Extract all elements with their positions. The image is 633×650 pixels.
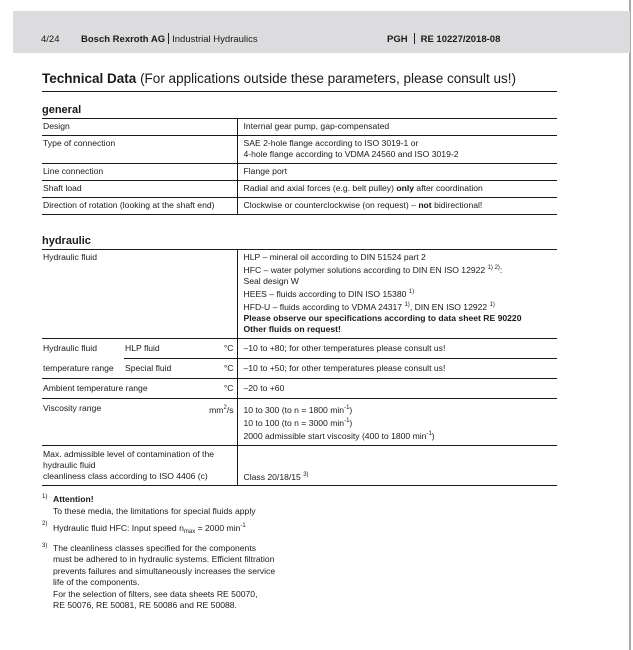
header-separator — [414, 33, 415, 44]
footnote-line: must be adhered to in hydraulic systems. Efficient filtration — [53, 554, 275, 564]
general-table — [42, 118, 557, 215]
value-text: HEES – fluids according to DIN ISO 15380 — [243, 289, 409, 299]
value-text: 10 to 300 (to n = 1800 min — [243, 405, 345, 415]
table-row-ambient — [42, 379, 557, 399]
row-value — [237, 198, 557, 215]
footnote-line: life of the components. — [53, 577, 140, 587]
value-line: SAE 2-hole flange according to ISO 3019-1 or — [243, 138, 419, 148]
value-text: , DIN EN ISO 12922 — [409, 302, 490, 312]
value-text: ) — [349, 418, 353, 428]
table-row — [42, 164, 557, 181]
value-line: 4-hole flange according to VDMA 24560 and ISO 3019-2 — [243, 149, 459, 159]
row-value — [237, 250, 557, 339]
value-line — [244, 429, 555, 442]
footnote-line: To these media, the limitations for special fluids apply — [53, 505, 256, 516]
table-row-temp-hlp — [42, 339, 557, 359]
row-label: Line connection — [42, 164, 237, 181]
footnote-3 — [42, 543, 342, 612]
value-sup: -1 — [344, 418, 350, 424]
value-line-bold: Other fluids on request! — [243, 324, 341, 334]
value-line: HLP – mineral oil according to DIN 51524 part 2 — [243, 252, 426, 262]
table-row-temp-special — [42, 359, 557, 379]
footnote-heading: Attention! — [53, 494, 94, 504]
row-label: Design — [42, 119, 237, 136]
value-text: : — [499, 265, 503, 275]
division-label: Industrial Hydraulics — [172, 34, 258, 45]
row-value — [237, 136, 557, 164]
page-header — [13, 11, 630, 53]
value-emphasis: not — [418, 200, 432, 210]
label-line: hydraulic fluid — [43, 460, 96, 470]
value-line — [244, 263, 555, 276]
table-row — [42, 119, 557, 136]
unit: °C — [207, 359, 237, 379]
value-emphasis: only — [396, 183, 415, 193]
value-text: 2000 admissible start viscosity (400 to 1800 min — [243, 431, 427, 441]
value-line: Seal design W — [243, 276, 299, 286]
footnote-line: The cleanliness classes specified for the components — [53, 542, 257, 553]
value-text: 10 to 100 (to n = 3000 min — [243, 418, 345, 428]
row-value: Internal gear pump, gap-compensated — [237, 119, 557, 136]
footnote-sub: max — [183, 529, 196, 535]
title-bold: Technical Data — [42, 71, 137, 86]
footnote-mark: 2) — [42, 521, 48, 527]
table-row — [42, 198, 557, 215]
value-text: Clockwise or counterclockwise (on request) – — [243, 200, 419, 210]
unit-text: mm — [209, 405, 224, 415]
unit: °C — [207, 379, 237, 399]
footnote-line: For the selection of filters, see data sheets RE 50070, — [53, 588, 258, 599]
row-label: Hydraulic fluid — [43, 343, 97, 353]
doc-ref: RE 10227/2018-08 — [420, 34, 501, 45]
row-label: Type of connection — [42, 136, 237, 164]
value-line-bold: Please observe our specifications according to data sheet RE 90220 — [243, 313, 522, 323]
value-line — [244, 416, 555, 429]
row-value — [237, 399, 557, 446]
row-value: –20 to +60 — [237, 379, 557, 399]
label-line: cleanliness class according to ISO 4406 (c) — [43, 471, 208, 481]
hydraulic-table — [42, 249, 557, 486]
value-line — [244, 403, 555, 416]
value-text: Radial and axial forces (e.g. belt pulley) — [243, 183, 397, 193]
unit-text: /s — [226, 405, 234, 415]
company-label: Bosch Rexroth AG — [81, 34, 166, 45]
value-text: HFD-U – fluids according to VDMA 24317 — [243, 302, 405, 312]
section-heading-general: general — [42, 104, 82, 116]
value-text: Class 20/18/15 — [243, 472, 304, 482]
footnote-1 — [42, 494, 342, 517]
footnote-ref: 1) 2) — [487, 265, 500, 271]
value-sup: -1 — [426, 431, 432, 437]
row-label: Hydraulic fluid — [42, 250, 237, 339]
footnote-text: Hydraulic fluid HFC: Input speed n — [53, 523, 184, 533]
unit — [207, 399, 237, 446]
page-edge — [629, 0, 631, 650]
row-label: Shaft load — [42, 181, 237, 198]
page-title — [42, 71, 557, 92]
footnote-mark: 1) — [42, 494, 48, 500]
footnote-ref: 3) — [303, 472, 309, 478]
unit: °C — [207, 339, 237, 359]
footnote-2 — [42, 521, 342, 539]
footnote-line: prevents failures and simultaneously increases the service — [53, 565, 276, 576]
value-text: after coordination — [414, 183, 483, 193]
table-row — [42, 136, 557, 164]
sub-label: Special fluid — [124, 359, 207, 379]
page-number: 4/24 — [41, 34, 60, 45]
value-line — [244, 300, 555, 313]
header-separator — [168, 33, 169, 44]
footnote-text: = 2000 min — [195, 523, 241, 533]
label-line: Max. admissible level of contamination of the — [43, 449, 215, 459]
section-heading-hydraulic: hydraulic — [42, 235, 91, 247]
table-row-viscosity — [42, 399, 557, 446]
footnote-ref: 1) — [408, 289, 415, 295]
document-reference — [387, 33, 500, 45]
footnote-ref: 1) — [489, 302, 495, 308]
value-line — [244, 287, 555, 300]
row-value: –10 to +80; for other temperatures please consult us! — [237, 339, 557, 359]
sub-label: HLP fluid — [124, 339, 207, 359]
footnote-ref: 1) — [404, 302, 410, 308]
company-name — [81, 33, 258, 45]
table-row-contamination — [42, 446, 557, 486]
row-label: Ambient temperature range — [42, 379, 207, 399]
unit-sup: 2 — [223, 405, 227, 411]
value-text: bidirectional! — [431, 200, 483, 210]
footnotes — [42, 494, 342, 612]
value-sup: -1 — [344, 405, 350, 411]
product-code: PGH — [387, 34, 408, 45]
row-label: Viscosity range — [42, 399, 207, 446]
footnote-line: RE 50076, RE 50081, RE 50086 and RE 50088. — [53, 600, 237, 610]
row-value: Flange port — [237, 164, 557, 181]
table-row-hydraulic-fluid — [42, 250, 557, 339]
row-label: temperature range — [42, 359, 124, 379]
footnote-mark: 3) — [42, 542, 48, 549]
value-text: ) — [349, 405, 353, 415]
row-label: Direction of rotation (looking at the shaft end) — [42, 198, 237, 215]
row-value — [237, 446, 557, 486]
title-rest: (For applications outside these parameters, please consult us!) — [140, 71, 517, 86]
value-text: ) — [431, 431, 435, 441]
table-row — [42, 181, 557, 198]
footnote-sup: -1 — [240, 523, 246, 529]
row-value: –10 to +50; for other temperatures please consult us! — [237, 359, 557, 379]
row-value — [237, 181, 557, 198]
row-label — [42, 446, 237, 486]
value-text: HFC – water polymer solutions according to DIN EN ISO 12922 — [243, 265, 488, 275]
